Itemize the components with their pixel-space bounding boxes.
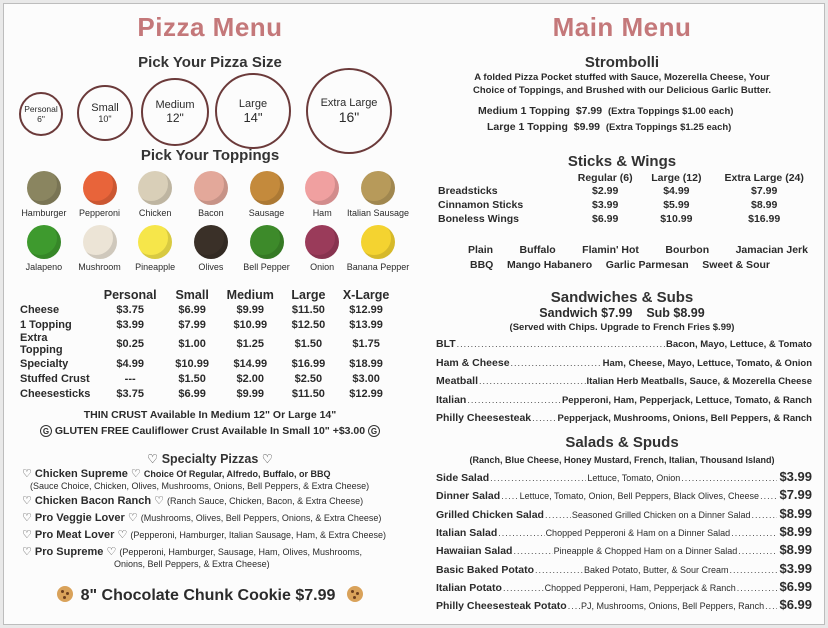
sandwich-prices: [418, 306, 826, 320]
topping-label: Pineapple: [135, 262, 176, 272]
price-cell: $3.00: [352, 372, 380, 385]
leader-dots: [545, 510, 571, 520]
specialty-item: [22, 545, 412, 559]
specialty-item: [22, 511, 412, 528]
salad-desc: PJ, Mushrooms, Onions, Bell Peppers, Ranch: [581, 601, 765, 612]
topping-item: [294, 171, 350, 218]
size-medium: [141, 78, 209, 146]
size-name: Personal: [24, 104, 58, 114]
specialty-name: ♡ Pro Meat Lover ♡: [22, 529, 128, 541]
sandwich-name: Meatball: [436, 375, 479, 387]
salad-desc: Chopped Pepperoni & Ham on a Dinner Salad: [545, 527, 731, 538]
sandwich-name: BLT: [436, 338, 456, 350]
chicken-icon: [138, 171, 172, 205]
gluten-free-icon: G: [368, 425, 380, 437]
wing-flavor: Sweet & Sour: [702, 259, 770, 271]
specialty-desc: (Pepperoni, Hamburger, Sausage, Ham, Olives, Mushrooms,: [119, 547, 362, 557]
sticks-table-header: [438, 172, 818, 184]
price-cell: $16.99: [291, 357, 326, 370]
salad-name: Grilled Chicken Salad: [436, 508, 544, 521]
price-cell: $12.99: [349, 387, 383, 400]
salad-price: $3.99: [779, 469, 812, 484]
sticks-row-label: Cinnamon Sticks: [438, 199, 524, 211]
price-row: [18, 317, 398, 332]
salads-heading: Salads & Spuds: [565, 434, 679, 451]
sandwich-name: Ham & Cheese: [436, 356, 510, 369]
price-cell: $0.25: [116, 338, 144, 350]
salad-price: $6.99: [779, 597, 813, 613]
size-inch: 14": [243, 109, 263, 125]
size-large: [215, 73, 291, 149]
strombolli-price: $9.99: [573, 121, 601, 133]
price-row-label: Specialty: [20, 357, 69, 370]
specialty-desc: Onions, Bell Peppers, & Extra Cheese): [114, 559, 270, 569]
price-row: [18, 386, 398, 401]
leader-dots: [479, 376, 586, 386]
sticks-row-label: Boneless Wings: [438, 213, 520, 225]
specialty-item: [22, 528, 412, 545]
header-regular: Regular (6): [577, 172, 633, 184]
wing-flavors-row-1: [468, 244, 808, 256]
price-row-label: Cheesesticks: [20, 387, 91, 400]
sticks-price-cell: $3.99: [592, 199, 619, 211]
leader-dots: [568, 601, 580, 611]
wing-flavor: BBQ: [470, 259, 494, 271]
header-personal: Personal: [103, 288, 157, 302]
price-row: [18, 356, 398, 371]
pizza-menu-title: Pizza Menu: [137, 12, 283, 42]
salad-item: [436, 597, 812, 613]
price-cell: $9.99: [236, 387, 265, 400]
leader-dots: [765, 601, 777, 611]
ham-icon: [305, 171, 339, 205]
topping-item: [16, 171, 72, 218]
pepperoni-icon: [83, 171, 117, 205]
banana-pepper-icon: [361, 225, 395, 259]
salad-item: [436, 542, 812, 558]
price-cell: $12.99: [349, 303, 383, 316]
sandwich-desc: Bacon, Mayo, Lettuce, & Tomato: [665, 339, 812, 350]
strombolli-medium: [478, 105, 818, 117]
salad-desc: Pineapple & Chopped Ham on a Dinner Salad: [553, 546, 738, 557]
price-cell: $3.75: [116, 387, 144, 400]
size-inch: 12": [166, 111, 184, 125]
cookie-label: 8" Chocolate Chunk Cookie $7.99: [80, 587, 336, 604]
price-row: [18, 302, 398, 317]
salad-name: Italian Potato: [436, 581, 502, 594]
gluten-free-note: GLUTEN FREE Cauliflower Crust Available In Small 10" +$3.00: [54, 425, 366, 437]
leader-dots: [532, 413, 556, 423]
olives-icon: [194, 225, 228, 259]
salad-name: Italian Salad: [436, 526, 498, 539]
specialty-item: [22, 467, 412, 481]
sub-price: $8.99: [673, 306, 705, 320]
price-cell: $13.99: [349, 318, 383, 331]
topping-label: Banana Pepper: [346, 262, 410, 272]
salad-price: $8.99: [779, 505, 813, 521]
sandwich-item: [436, 394, 812, 410]
salad-price: $6.99: [779, 578, 813, 594]
toppings-row-1: [16, 171, 410, 218]
topping-label: Chicken: [138, 208, 172, 218]
topping-label: Bacon: [198, 208, 224, 218]
price-cell: $3.75: [116, 303, 144, 316]
strombolli-size: Large 1 Topping: [487, 121, 568, 133]
main-menu-title: Main Menu: [552, 12, 692, 42]
topping-item: [127, 225, 183, 272]
sticks-price-cell: $5.99: [663, 199, 690, 211]
leader-dots: [503, 583, 544, 593]
specialty-desc: (Ranch Sauce, Chicken, Bacon, & Extra Cheese): [167, 496, 364, 506]
sandwich-label: Sandwich: [539, 306, 598, 320]
size-inch: 10": [98, 114, 112, 124]
specialty-name: ♡ Chicken Bacon Ranch ♡: [22, 495, 164, 507]
specialty-desc: (Sauce Choice, Chicken, Olives, Mushrooms, Onions, Bell Peppers, & Extra Cheese): [30, 481, 370, 491]
topping-label: Onion: [310, 262, 335, 272]
price-cell: ---: [124, 372, 136, 385]
salad-price: $3.99: [779, 560, 813, 576]
bacon-icon: [194, 171, 228, 205]
mushroom-icon: [83, 225, 117, 259]
specialty-desc: (Mushrooms, Olives, Bell Peppers, Onions, & Extra Cheese): [140, 513, 382, 523]
wing-flavor: Buffalo: [519, 244, 556, 256]
sandwich-note: (Served with Chips. Upgrade to French Fries $.99): [509, 322, 735, 333]
topping-item: [16, 225, 72, 272]
strombolli-extra: (Extra Toppings $1.25 each): [605, 122, 732, 133]
leader-dots: [457, 339, 665, 349]
topping-label: Pepperoni: [78, 208, 121, 218]
dressing-options: (Ranch, Blue Cheese, Honey Mustard, French, Italian, Thousand Island): [469, 455, 775, 465]
salad-item: [436, 487, 812, 503]
strombolli-size: Medium 1 Topping: [478, 105, 570, 117]
sandwich-desc: Pepperoni, Ham, Pepperjack, Lettuce, Tomato, & Ranch: [561, 394, 812, 406]
main-menu-column: [418, 4, 826, 624]
sticks-price-table: [438, 172, 818, 226]
specialty-item: [22, 494, 412, 511]
salad-desc: Lettuce, Tomato, Onion: [587, 473, 681, 483]
toppings-row-2: [16, 225, 410, 272]
price-cell: $2.50: [294, 372, 323, 385]
size-small: [77, 85, 133, 141]
specialty-name: ♡ Chicken Supreme ♡: [22, 468, 141, 480]
sandwich-name: Philly Cheesesteak: [436, 412, 532, 424]
pizza-menu-column: [4, 4, 416, 624]
specialty-heading: ♡ Specialty Pizzas ♡: [147, 452, 273, 466]
gluten-free-row: [4, 425, 416, 437]
leader-dots: [535, 565, 583, 575]
topping-item: [127, 171, 183, 218]
strombolli-price: $7.99: [575, 105, 603, 117]
sticks-price-cell: $10.99: [660, 213, 693, 225]
italian-sausage-icon: [361, 171, 395, 205]
specialty-name: ♡ Pro Veggie Lover ♡: [22, 512, 138, 524]
specialty-desc: (Pepperoni, Hamburger, Italian Sausage, Ham, & Extra Cheese): [130, 530, 387, 540]
sandwich-price: $7.99: [601, 306, 633, 320]
sticks-price-cell: $16.99: [748, 213, 781, 225]
salad-price: $8.99: [779, 542, 812, 558]
size-name: Medium: [155, 99, 195, 111]
topping-item: [72, 225, 128, 272]
salad-item: [436, 506, 812, 522]
price-row: [18, 332, 398, 356]
price-cell: $1.75: [352, 338, 380, 350]
topping-item: [183, 225, 239, 272]
topping-item: [239, 225, 295, 272]
price-cell: $6.99: [178, 303, 206, 316]
topping-label: Bell Pepper: [243, 262, 290, 272]
price-row-label: Cheese: [20, 303, 60, 316]
menu-page: [3, 3, 825, 625]
wing-flavor: Jamacian Jerk: [735, 244, 808, 256]
sandwich-item: [436, 357, 812, 373]
price-cell: $18.99: [349, 357, 383, 370]
leader-dots: [501, 491, 518, 501]
wing-flavor: Plain: [468, 244, 494, 256]
sticks-heading: Sticks & Wings: [567, 153, 677, 170]
leader-dots: [498, 528, 544, 538]
price-cell: $1.00: [178, 338, 206, 350]
price-cell: $7.99: [178, 318, 206, 331]
price-cell: $10.99: [233, 318, 268, 331]
header-large: Large: [291, 288, 326, 302]
strombolli-desc-2: Choice of Toppings, and Brushed with our Delicious Garlic Butter.: [472, 85, 772, 96]
strombolli-desc-1: A folded Pizza Pocket stuffed with Sauce, Mozerella Cheese, Your: [474, 72, 770, 83]
leader-dots: [513, 546, 552, 556]
salad-name: Philly Cheesesteak Potato: [436, 600, 567, 613]
topping-label: Hamburger: [21, 208, 67, 218]
size-heading: Pick Your Pizza Size: [138, 54, 282, 71]
sandwich-desc: Ham, Cheese, Mayo, Lettuce, Tomato, & Onion: [602, 357, 812, 369]
salad-desc: Lettuce, Tomato, Onion, Bell Peppers, Black Olives, Cheese: [519, 491, 760, 502]
price-row: [18, 371, 398, 386]
sticks-row: [438, 184, 818, 198]
price-table-header: [18, 288, 398, 302]
strombolli-extra: (Extra Toppings $1.00 each): [607, 106, 734, 117]
specialty-list: [22, 467, 412, 569]
sandwich-desc: Italian Herb Meatballs, Sauce, & Mozerella Cheese: [586, 376, 812, 387]
salad-name: Side Salad: [436, 472, 490, 484]
size-options: [4, 70, 416, 158]
topping-label: Jalapeno: [25, 262, 63, 272]
leader-dots: [731, 528, 777, 538]
cookie-icon: [347, 586, 363, 602]
strombolli-heading: Strombolli: [584, 54, 660, 71]
leader-dots: [760, 491, 777, 501]
price-cell: $12.50: [291, 318, 326, 331]
leader-dots: [752, 510, 778, 520]
gluten-free-icon: G: [40, 425, 52, 437]
pineapple-icon: [138, 225, 172, 259]
sandwich-item: [436, 338, 812, 354]
wing-flavor: Flamin' Hot: [582, 244, 639, 256]
price-cell: $4.99: [116, 357, 144, 370]
sandwiches-heading: Sandwiches & Subs: [550, 289, 694, 306]
price-cell: $1.25: [236, 338, 265, 350]
salad-item: [436, 469, 812, 485]
wing-flavor: Bourbon: [665, 244, 710, 256]
topping-label: Sausage: [248, 208, 285, 218]
topping-label: Italian Sausage: [347, 208, 410, 218]
price-row-label: Extra Topping: [20, 332, 63, 356]
leader-dots: [738, 546, 777, 556]
salad-item: [436, 524, 812, 540]
price-cell: $14.99: [233, 357, 268, 370]
leader-dots: [490, 473, 586, 483]
size-name: Extra Large: [320, 97, 378, 109]
price-cell: $1.50: [178, 372, 206, 385]
size-inch: 6": [37, 114, 45, 124]
size-personal: [19, 92, 63, 136]
topping-item: [72, 171, 128, 218]
sausage-icon: [250, 171, 284, 205]
size-name: Large: [238, 97, 268, 110]
wing-flavors-row-2: [470, 259, 770, 271]
cookie-row: [4, 586, 416, 605]
leader-dots: [681, 473, 777, 483]
cookie-icon: [57, 586, 73, 602]
topping-item: [183, 171, 239, 218]
price-cell: $1.50: [294, 338, 323, 350]
strombolli-large: [487, 121, 827, 133]
salad-name: Basic Baked Potato: [436, 563, 535, 576]
salad-desc: Seasoned Grilled Chicken on a Dinner Salad: [571, 509, 751, 520]
specialty-desc: Choice Of Regular, Alfredo, Buffalo, or BBQ: [143, 469, 331, 479]
sticks-price-cell: $4.99: [663, 185, 690, 197]
price-cell: $10.99: [175, 357, 209, 370]
price-row-label: Stuffed Crust: [20, 372, 90, 385]
leader-dots: [467, 395, 561, 405]
price-cell: $11.50: [291, 303, 325, 316]
size-extra-large: [306, 68, 392, 154]
price-cell: $2.00: [236, 372, 265, 385]
leader-dots: [730, 565, 778, 575]
sticks-row: [438, 198, 818, 212]
thin-crust-note: THIN CRUST Available In Medium 12" Or Large 14": [83, 409, 337, 421]
sandwich-name: Italian: [436, 393, 467, 406]
hamburger-icon: [27, 171, 61, 205]
topping-item: [347, 171, 410, 218]
leader-dots: [737, 583, 778, 593]
topping-label: Mushroom: [78, 262, 121, 272]
price-cell: $9.99: [236, 303, 265, 316]
sticks-row-label: Breadsticks: [438, 185, 498, 197]
topping-label: Olives: [198, 262, 224, 272]
header-medium: Medium: [226, 288, 274, 302]
price-cell: $11.50: [291, 387, 325, 400]
sticks-price-cell: $7.99: [751, 185, 778, 197]
specialty-name: ♡ Pro Supreme ♡: [22, 546, 117, 558]
onion-icon: [305, 225, 339, 259]
sandwich-desc: Pepperjack, Mushrooms, Onions, Bell Peppers, & Ranch: [557, 413, 812, 424]
sticks-price-cell: $8.99: [751, 199, 778, 211]
header-small: Small: [175, 288, 209, 302]
price-cell: $3.99: [116, 318, 144, 331]
bell-pepper-icon: [250, 225, 284, 259]
wing-flavor: Garlic Parmesan: [605, 259, 689, 271]
wing-flavor: Mango Habanero: [506, 259, 593, 271]
header-large: Large (12): [651, 172, 702, 184]
salad-item: [436, 561, 812, 577]
leader-dots: [511, 358, 602, 368]
salad-desc: Baked Potato, Butter, & Sour Cream: [583, 564, 729, 575]
price-cell: $6.99: [178, 387, 206, 400]
topping-item: [239, 171, 295, 218]
salad-price: $8.99: [779, 523, 813, 539]
sandwich-item: [436, 412, 812, 428]
price-row-label: 1 Topping: [20, 318, 72, 331]
salad-name: Dinner Salad: [436, 490, 501, 503]
salad-name: Hawaiian Salad: [436, 545, 513, 558]
jalapeno-icon: [27, 225, 61, 259]
sticks-price-cell: $2.99: [592, 185, 619, 197]
topping-label: Ham: [312, 208, 332, 218]
salad-price: $7.99: [779, 487, 813, 503]
sub-label: Sub: [646, 306, 670, 320]
header-xlarge: X-Large: [342, 288, 390, 302]
sticks-price-cell: $6.99: [592, 213, 619, 225]
salad-item: [436, 579, 812, 595]
topping-item: [294, 225, 350, 272]
salad-desc: Chopped Pepperoni, Ham, Pepperjack & Ranch: [544, 582, 736, 593]
sandwich-item: [436, 375, 812, 391]
sticks-row: [438, 212, 818, 226]
size-inch: 16": [338, 109, 360, 125]
pizza-price-table: [18, 288, 398, 401]
topping-item: [346, 225, 410, 272]
toppings-heading: Pick Your Toppings: [140, 147, 280, 164]
header-extra-large: Extra Large (24): [724, 172, 804, 184]
size-name: Small: [91, 102, 119, 114]
